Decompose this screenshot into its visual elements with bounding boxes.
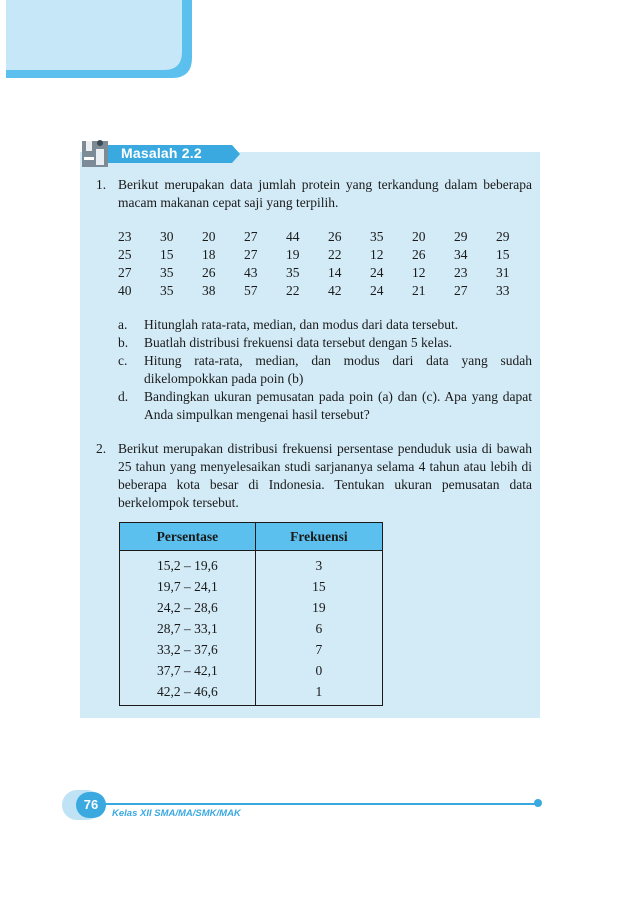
data-cell: 27: [118, 265, 132, 280]
data-cell: 35: [370, 229, 384, 244]
footer-dot: [534, 799, 542, 807]
data-cell: 19: [286, 247, 300, 262]
subitem-text: Hitung rata-rata, median, dan modus dari data yang sudah dikelompokkan pada poin (b): [144, 353, 532, 386]
cell-frekuensi: 15: [255, 576, 382, 597]
problem-2-number: 2.: [96, 441, 107, 456]
frequency-table: [119, 522, 383, 706]
badge-title: Masalah 2.2: [121, 145, 202, 161]
data-cell: 35: [160, 283, 174, 298]
data-cell: 15: [160, 247, 174, 262]
cell-frekuensi: 0: [255, 660, 382, 681]
cell-frekuensi: 19: [255, 597, 382, 618]
cell-persentase: 33,2 – 37,6: [120, 639, 256, 660]
data-cell: 35: [286, 265, 300, 280]
problem-1-number: 1.: [96, 177, 107, 192]
data-cell: 26: [202, 265, 216, 280]
data-cell: 34: [454, 247, 468, 262]
subitem-letter: d.: [118, 389, 129, 404]
cell-frekuensi: 1: [255, 681, 382, 706]
data-cell: 15: [496, 247, 510, 262]
data-cell: 30: [160, 229, 174, 244]
footer-line: [98, 803, 538, 805]
problem-1-intro: Berikut merupakan data jumlah protein yang terkandung dalam beberapa macam makanan cepat saji yang terpilih.: [118, 177, 532, 210]
table-row: [120, 551, 383, 577]
table-row: [120, 639, 383, 660]
cell-persentase: 37,7 – 42,1: [120, 660, 256, 681]
cell-persentase: 42,2 – 46,6: [120, 681, 256, 706]
subitem-text: Buatlah distribusi frekuensi data tersebut dengan 5 kelas.: [144, 335, 453, 350]
table-row: [120, 597, 383, 618]
data-cell: 33: [496, 283, 510, 298]
table-header-frekuensi: Frekuensi: [255, 523, 382, 551]
problem-2-intro: Berikut merupakan distribusi frekuensi persentase penduduk usia di bawah 25 tahun yang menyelesaikan studi sarjananya selama 4 tahun atau lebih di beberapa kota besar di Indonesia. Tentukan ukuran pemusatan data berkelompok tersebut.: [118, 441, 532, 510]
data-cell: 25: [118, 247, 132, 262]
subitem: [118, 352, 532, 388]
data-cell: 44: [286, 229, 300, 244]
data-cell: 20: [412, 229, 426, 244]
data-cell: 43: [244, 265, 258, 280]
table-row: [120, 618, 383, 639]
cell-frekuensi: 6: [255, 618, 382, 639]
cell-persentase: 28,7 – 33,1: [120, 618, 256, 639]
subitem: [118, 388, 532, 424]
cell-persentase: 24,2 – 28,6: [120, 597, 256, 618]
subitem-letter: c.: [118, 353, 128, 368]
table-row: [120, 576, 383, 597]
data-cell: 12: [412, 265, 426, 280]
subitem-letter: b.: [118, 335, 129, 350]
data-cell: 22: [286, 283, 300, 298]
data-cell: 31: [496, 265, 510, 280]
problem-1-subitems: [118, 316, 532, 424]
book-title: Kelas XII SMA/MA/SMK/MAK: [112, 808, 241, 819]
table-row: [120, 681, 383, 706]
data-cell: 22: [328, 247, 342, 262]
data-cell: 27: [244, 247, 258, 262]
problem-2: [92, 440, 532, 706]
data-cell: 26: [328, 229, 342, 244]
data-cell: 42: [328, 283, 342, 298]
protein-data-grid: [118, 228, 532, 300]
data-cell: 27: [244, 229, 258, 244]
data-cell: 29: [454, 229, 468, 244]
cell-persentase: 19,7 – 24,1: [120, 576, 256, 597]
stethoscope-tool-icon: [82, 137, 108, 167]
data-cell: 26: [412, 247, 426, 262]
data-cell: 24: [370, 265, 384, 280]
data-cell: 20: [202, 229, 216, 244]
subitem: [118, 334, 532, 352]
data-cell: 38: [202, 283, 216, 298]
subitem-letter: a.: [118, 317, 128, 332]
data-cell: 12: [370, 247, 384, 262]
problem-1: [92, 176, 532, 424]
data-cell: 18: [202, 247, 216, 262]
subitem-text: Hitunglah rata-rata, median, dan modus dari data tersebut.: [144, 317, 459, 332]
data-cell: 23: [454, 265, 468, 280]
data-cell: 27: [454, 283, 468, 298]
page-number: 76: [76, 792, 106, 818]
data-cell: 21: [412, 283, 426, 298]
corner-tab-decoration: [0, 0, 196, 82]
data-cell: 35: [160, 265, 174, 280]
subitem: [118, 316, 532, 334]
data-cell: 24: [370, 283, 384, 298]
data-cell: 14: [328, 265, 342, 280]
cell-frekuensi: 7: [255, 639, 382, 660]
data-cell: 23: [118, 229, 132, 244]
table-row: [120, 660, 383, 681]
table-header-persentase: Persentase: [120, 523, 256, 551]
data-cell: 40: [118, 283, 132, 298]
problem-content: [92, 176, 532, 706]
cell-frekuensi: 3: [255, 551, 382, 577]
data-cell: 29: [496, 229, 510, 244]
cell-persentase: 15,2 – 19,6: [120, 551, 256, 577]
data-cell: 57: [244, 283, 258, 298]
subitem-text: Bandingkan ukuran pemusatan pada poin (a) dan (c). Apa yang dapat Anda simpulkan mengenai hasil tersebut?: [144, 389, 532, 422]
